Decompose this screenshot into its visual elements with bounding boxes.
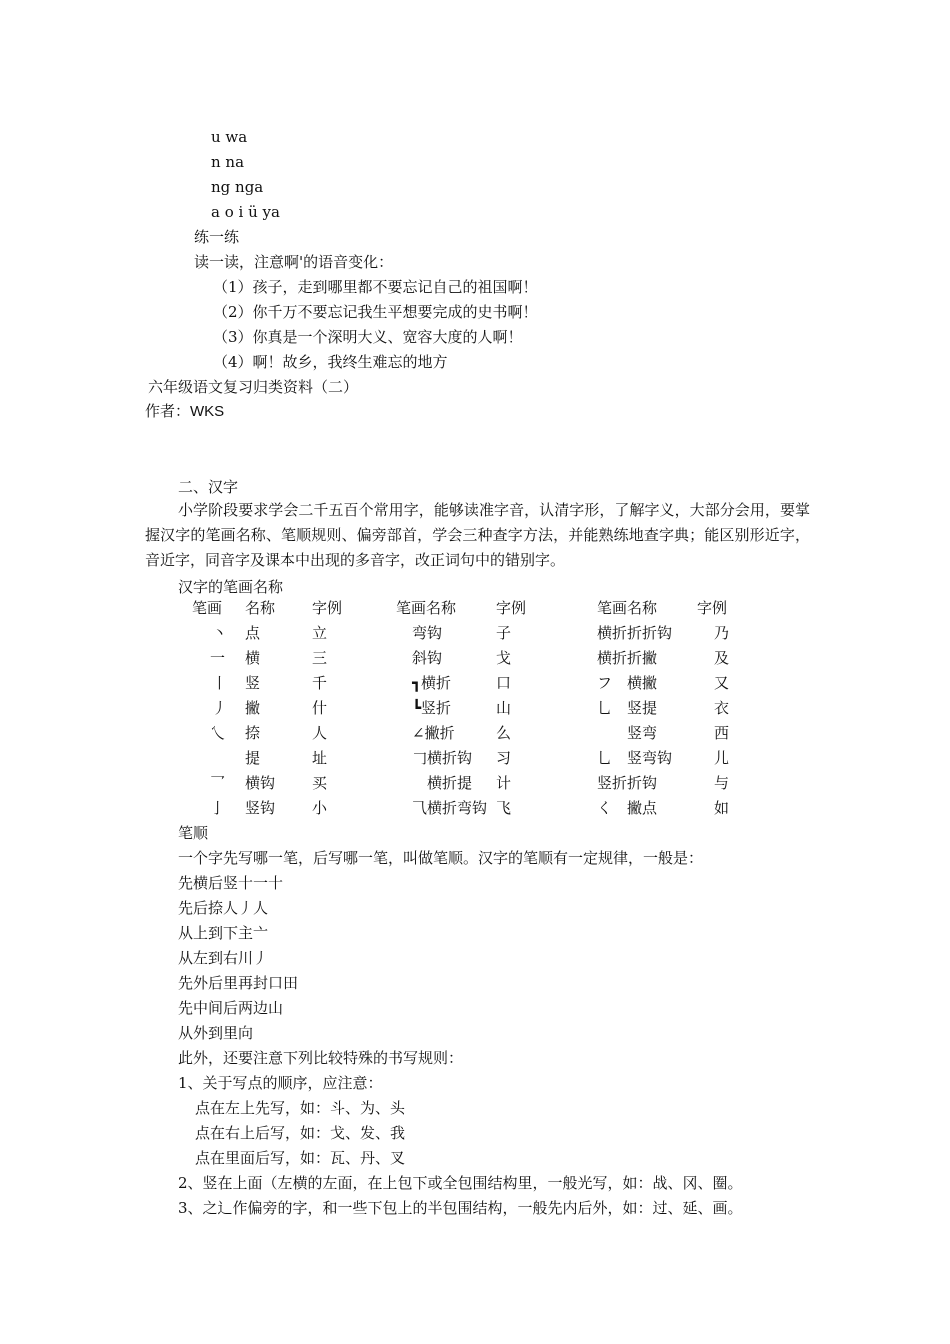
stroke-name: 横 — [245, 649, 261, 667]
stroke-example: 三 — [312, 649, 328, 667]
strokes-heading: 汉字的笔画名称 — [178, 578, 284, 596]
stroke-order-rule: 先横后竖十一十 — [178, 874, 284, 892]
stroke-glyph: 丨 — [212, 674, 228, 692]
column-header: 笔画 — [192, 599, 223, 617]
stroke-example: 子 — [496, 624, 512, 642]
table-row — [192, 746, 752, 771]
column-header: 名称 — [245, 599, 276, 617]
dot-rule-item: 点在右上后写，如：戈、发、我 — [195, 1124, 406, 1142]
stroke-example: 买 — [312, 774, 328, 792]
stroke-name: 横折折折钩 — [597, 624, 673, 642]
stroke-glyph: 一 — [210, 649, 226, 667]
stroke-example: 计 — [496, 774, 512, 792]
section-title: 二、汉字 — [178, 478, 239, 496]
practice-sentence: （1）孩子，走到哪里都不要忘记自己的祖国啊！ — [213, 278, 538, 296]
stroke-names-table — [192, 596, 752, 821]
stroke-name: 横钩 — [245, 774, 276, 792]
stroke-order-intro: 一个字先写哪一笔，后写哪一笔，叫做笔顺。汉字的笔顺有一定规律，一般是： — [178, 849, 704, 867]
stroke-example: 及 — [714, 649, 730, 667]
stroke-glyph: 乀 — [210, 724, 226, 742]
stroke-example: 小 — [312, 799, 328, 817]
stroke-example: 么 — [496, 724, 512, 742]
stroke-order-rule: 从上到下主亠 — [178, 924, 269, 942]
stroke-order-rule: 先后捺人丿人 — [178, 899, 269, 917]
stroke-name: 撇 — [245, 699, 261, 717]
stroke-name: 横折折撇 — [597, 649, 658, 667]
stroke-example: 什 — [312, 699, 328, 717]
stroke-name: 竖折折钩 — [597, 774, 658, 792]
stroke-example: 西 — [714, 724, 730, 742]
document-author: 作者：WKS — [145, 403, 225, 420]
stroke-glyph: 丶 — [212, 624, 228, 642]
stroke-example: 山 — [496, 699, 512, 717]
rule-radical-enclosure: 3、之辶作偏旁的字，和一些下包上的半包围结构，一般先内后外，如：过、延、画。 — [178, 1199, 743, 1217]
stroke-glyph: 亅 — [210, 799, 226, 817]
intro-paragraph: 小学阶段要求学会二千五百个常用字，能够读准字音，认清字形，了解字义，大部分会用，要掌握汉字的笔画名称、笔顺规则、偏旁部首，学会三种查字方法，并能熟练地查字典；能区别形近字，音近字，同音字及课本中出现的多音字，改正词句中的错别字。 — [145, 501, 810, 569]
dot-rule-heading: 1、关于写点的顺序，应注意： — [178, 1074, 383, 1092]
stroke-name: 𠃌横折钩 — [412, 749, 473, 767]
practice-instruction: 读一读，注意啊'的语音变化： — [194, 253, 394, 271]
stroke-name: 捺 — [245, 724, 261, 742]
stroke-name: ┓横折 — [412, 674, 452, 692]
dot-rule-item: 点在里面后写，如：瓦、丹、叉 — [195, 1149, 406, 1167]
stroke-example: 儿 — [714, 749, 730, 767]
stroke-example: 习 — [496, 749, 512, 767]
stroke-glyph: 丿 — [212, 699, 228, 717]
table-row — [192, 696, 752, 721]
stroke-example: 千 — [312, 674, 328, 692]
stroke-name: 竖钩 — [245, 799, 276, 817]
rule-vertical-top: 2、竖在上面（左横的左面，在上包下或全包围结构里，一般光写，如：战、冈、圈。 — [178, 1174, 743, 1192]
stroke-name: 斜钩 — [412, 649, 443, 667]
stroke-example: 衣 — [714, 699, 730, 717]
pinyin-line: u wa — [211, 128, 248, 146]
special-rules-intro: 此外，还要注意下列比较特殊的书写规则： — [178, 1049, 464, 1067]
stroke-name: 横折提 — [412, 774, 473, 792]
stroke-name: ┗竖折 — [412, 699, 452, 717]
stroke-order-rule: 先外后里再封口田 — [178, 974, 299, 992]
document-title: 六年级语文复习归类资料（二） — [148, 378, 359, 396]
practice-sentence: （4）啊！故乡，我终生难忘的地方 — [213, 353, 448, 371]
table-row — [192, 646, 752, 671]
column-header: 笔画名称 — [597, 599, 658, 617]
stroke-example: 戈 — [496, 649, 512, 667]
column-header: 字例 — [496, 599, 527, 617]
stroke-example: 乃 — [714, 624, 730, 642]
column-header: 笔画名称 — [396, 599, 457, 617]
stroke-example: 立 — [312, 624, 328, 642]
stroke-name: 提 — [245, 749, 261, 767]
table-row — [192, 796, 752, 821]
stroke-example: 址 — [312, 749, 328, 767]
stroke-order-rule: 从外到里向 — [178, 1024, 254, 1042]
stroke-name: 竖弯 — [597, 724, 658, 742]
stroke-name: ⺄横折弯钩 — [412, 799, 488, 817]
stroke-order-rule: 从左到右川丿 — [178, 949, 269, 967]
pinyin-line: a o i ü ya — [211, 203, 280, 221]
stroke-name: 乚 竖弯钩 — [597, 749, 673, 767]
table-row — [192, 671, 752, 696]
dot-rule-item: 点在左上先写，如：斗、为、头 — [195, 1099, 406, 1117]
stroke-glyph: 乛 — [210, 774, 226, 792]
table-row — [192, 621, 752, 646]
stroke-example: 人 — [312, 724, 328, 742]
stroke-name: 乚 竖提 — [597, 699, 658, 717]
column-header: 字例 — [312, 599, 343, 617]
table-row — [192, 771, 752, 796]
stroke-example: 飞 — [496, 799, 512, 817]
stroke-name: く 撇点 — [597, 799, 658, 817]
stroke-order-heading: 笔顺 — [178, 824, 209, 842]
practice-heading: 练一练 — [194, 228, 240, 246]
stroke-name: 点 — [245, 624, 261, 642]
practice-sentence: （2）你千万不要忘记我生平想要完成的史书啊！ — [213, 303, 538, 321]
table-row — [192, 721, 752, 746]
table-header-row — [192, 596, 752, 621]
pinyin-line: ng nga — [211, 178, 264, 196]
stroke-name: 竖 — [245, 674, 261, 692]
stroke-name: フ 横撇 — [597, 674, 658, 692]
stroke-name: ∠撇折 — [412, 724, 455, 742]
practice-sentence: （3）你真是一个深明大义、宽容大度的人啊！ — [213, 328, 523, 346]
column-header: 字例 — [697, 599, 728, 617]
pinyin-line: n na — [211, 153, 245, 171]
stroke-name: 弯钩 — [412, 624, 443, 642]
stroke-example: 口 — [496, 674, 512, 692]
stroke-example: 如 — [714, 799, 730, 817]
stroke-order-rule: 先中间后两边山 — [178, 999, 284, 1017]
stroke-example: 又 — [714, 674, 730, 692]
stroke-example: 与 — [714, 774, 730, 792]
